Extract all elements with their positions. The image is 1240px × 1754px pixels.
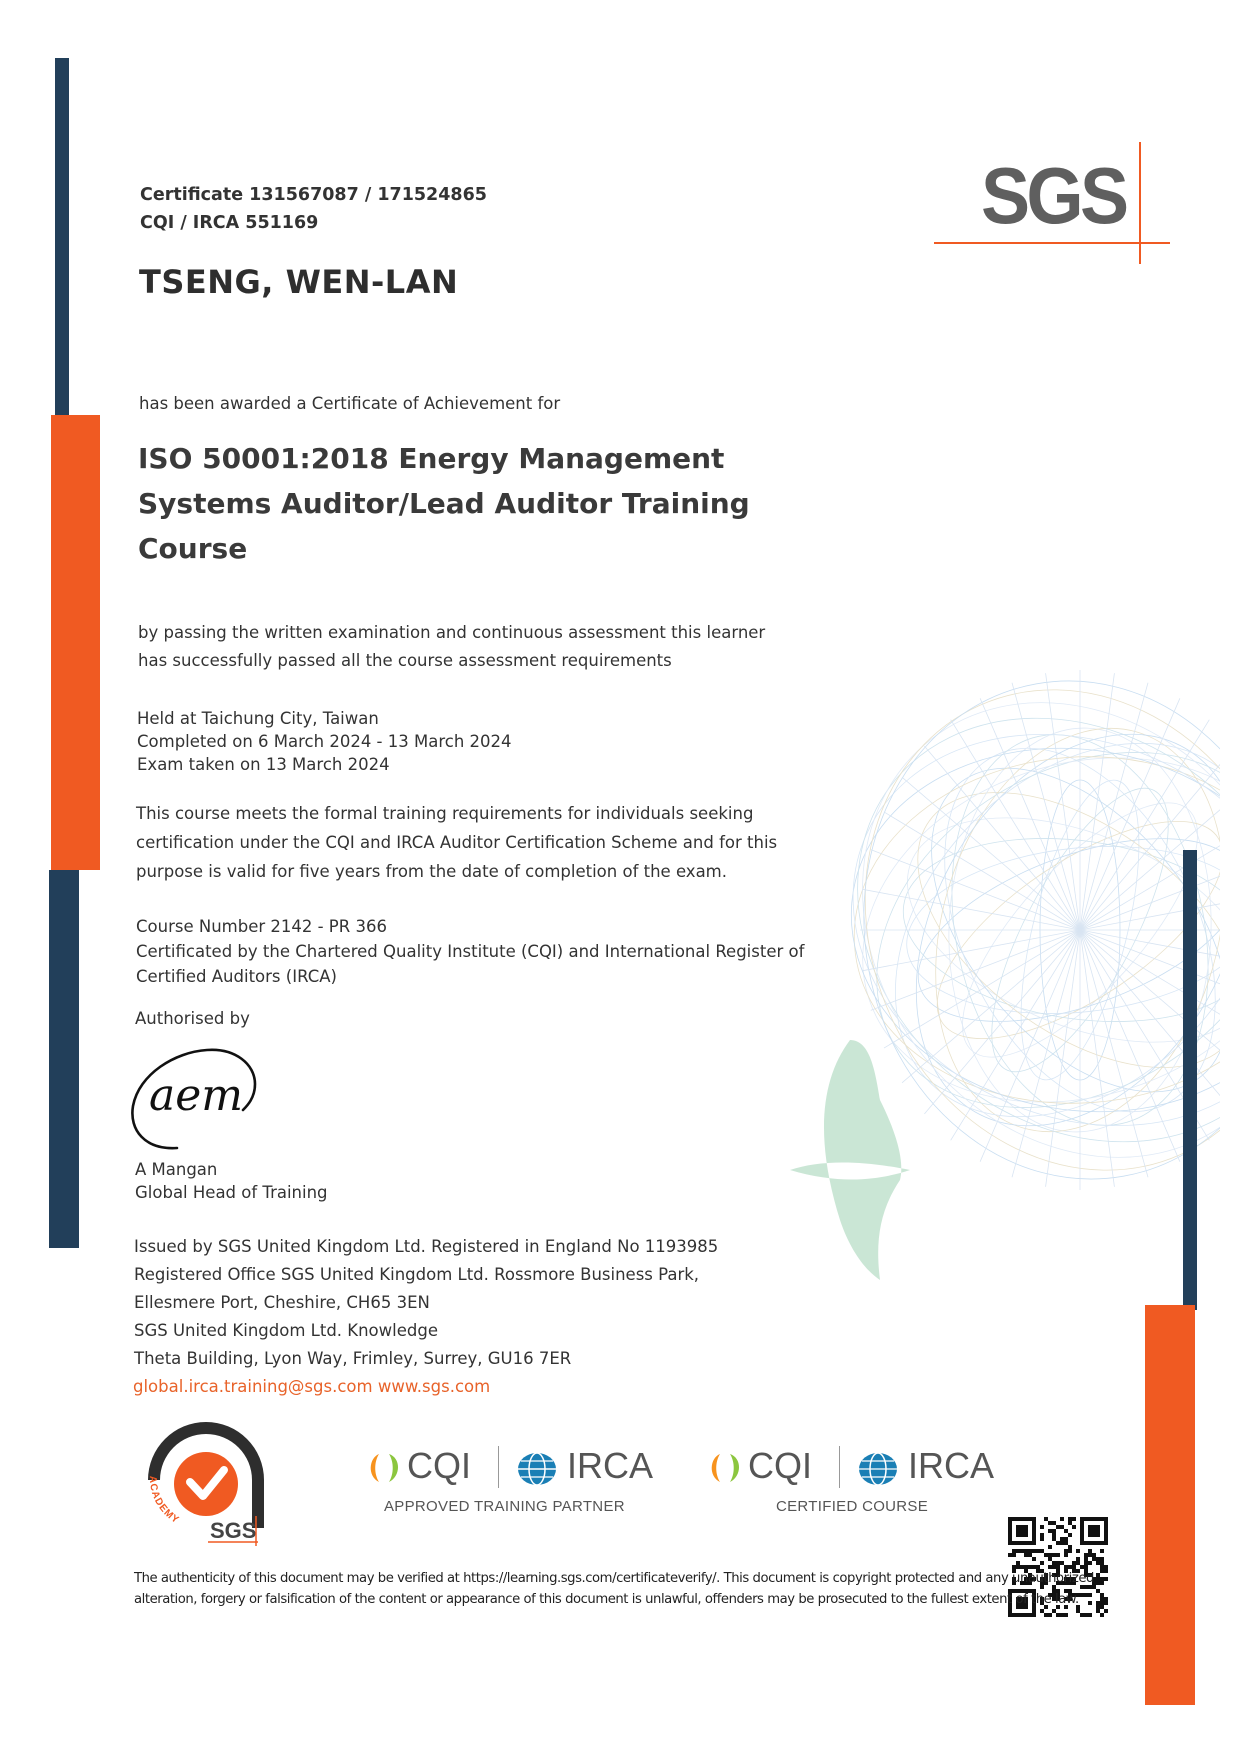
signature-mark: aem (149, 1070, 243, 1121)
course-number-block (136, 914, 804, 989)
signatory-name: A Mangan (135, 1160, 218, 1179)
right-orange-bar (1145, 1305, 1195, 1705)
cqi-text: CQI (748, 1445, 813, 1486)
globe-icon (517, 1452, 557, 1486)
authorised-by: Authorised by (135, 1009, 250, 1028)
assessment-line: has successfully passed all the course assessment requirements (138, 651, 672, 670)
certificate-numbers (140, 181, 487, 237)
certificated-line: Certified Auditors (IRCA) (136, 967, 337, 986)
globe-icon (858, 1452, 898, 1486)
sgs-logo-text: SGS (981, 151, 1126, 240)
left-navy-bar-top (55, 58, 69, 418)
recipient-name: TSENG, WEN-LAN (139, 263, 459, 301)
held-at: Held at Taichung City, Taiwan (137, 709, 379, 728)
signature (125, 1040, 265, 1160)
bird-silhouette (790, 1040, 910, 1280)
irca-text: IRCA (908, 1445, 995, 1486)
issuer-line: SGS United Kingdom Ltd. Knowledge (134, 1321, 438, 1340)
disclaimer-line: The authenticity of this document may be verified at https://learning.sgs.com/certificateverify/. This document is copyright protected and any unauthorized (134, 1571, 1094, 1586)
right-navy-bar (1183, 850, 1197, 1310)
cqi-icon (365, 1452, 405, 1484)
left-orange-bar (51, 415, 100, 870)
signatory (135, 1158, 328, 1204)
disclaimer-line: alteration, forgery or falsification of the content or appearance of this document is unlawful, offenders may be prosecuted to the fullest extent of the law. (134, 1592, 1079, 1607)
cqi-irca-partner-logo (365, 1440, 665, 1520)
course-details (137, 707, 512, 776)
formal-line: purpose is valid for five years from the date of completion of the exam. (136, 862, 727, 881)
sgs-logo-hline (934, 242, 1170, 244)
irca-text: IRCA (567, 1445, 654, 1486)
exam-taken: Exam taken on 13 March 2024 (137, 755, 390, 774)
assessment-line: by passing the written examination and continuous assessment this learner (138, 623, 766, 642)
formal-requirements (136, 799, 777, 886)
academy-text: ACADEMY (146, 1475, 182, 1527)
issuer-line: Issued by SGS United Kingdom Ltd. Registered in England No 1193985 (134, 1237, 719, 1256)
course-caption: CERTIFIED COURSE (776, 1498, 929, 1515)
signatory-title: Global Head of Training (135, 1183, 328, 1202)
cqi-irca-number: CQI / IRCA 551169 (140, 213, 319, 233)
sgs-logo (934, 142, 1174, 264)
contact-links (133, 1376, 490, 1398)
issuer-line: Registered Office SGS United Kingdom Ltd. Rossmore Business Park, (134, 1265, 700, 1284)
logo-divider (839, 1446, 840, 1488)
formal-line: This course meets the formal training requirements for individuals seeking (136, 804, 754, 823)
guilloche-background (700, 520, 1220, 1280)
course-title: ISO 50001:2018 Energy Management Systems Auditor/Lead Auditor Training Course (138, 442, 750, 565)
formal-line: certification under the CQI and IRCA Auditor Certification Scheme and for this (136, 833, 778, 852)
academy-sgs-text: SGS (210, 1518, 257, 1543)
website-link[interactable]: www.sgs.com (377, 1377, 491, 1396)
cqi-irca-course-logo (706, 1440, 1006, 1520)
sgs-logo-vline (1139, 142, 1141, 264)
sgs-academy-logo (128, 1412, 278, 1547)
logo-divider (498, 1446, 499, 1488)
issuer-line: Ellesmere Port, Cheshire, CH65 3EN (134, 1293, 430, 1312)
cqi-text: CQI (407, 1445, 472, 1486)
partner-caption: APPROVED TRAINING PARTNER (384, 1498, 625, 1515)
issuer-line: Theta Building, Lyon Way, Frimley, Surrey, GU16 7ER (134, 1349, 572, 1368)
certificate-number: Certificate 131567087 / 171524865 (140, 185, 487, 205)
certificated-line: Certificated by the Chartered Quality Institute (CQI) and International Register of (136, 942, 805, 961)
authenticity-disclaimer (134, 1568, 1094, 1610)
email-link[interactable]: global.irca.training@sgs.com (133, 1377, 373, 1396)
awarded-text: has been awarded a Certificate of Achievement for (139, 394, 561, 413)
cqi-icon (706, 1452, 746, 1484)
issuer-details (134, 1233, 718, 1373)
completed-on: Completed on 6 March 2024 - 13 March 2024 (137, 732, 512, 751)
course-number: Course Number 2142 - PR 366 (136, 917, 387, 936)
assessment-statement (138, 619, 765, 675)
left-navy-bar-bottom (49, 870, 79, 1248)
